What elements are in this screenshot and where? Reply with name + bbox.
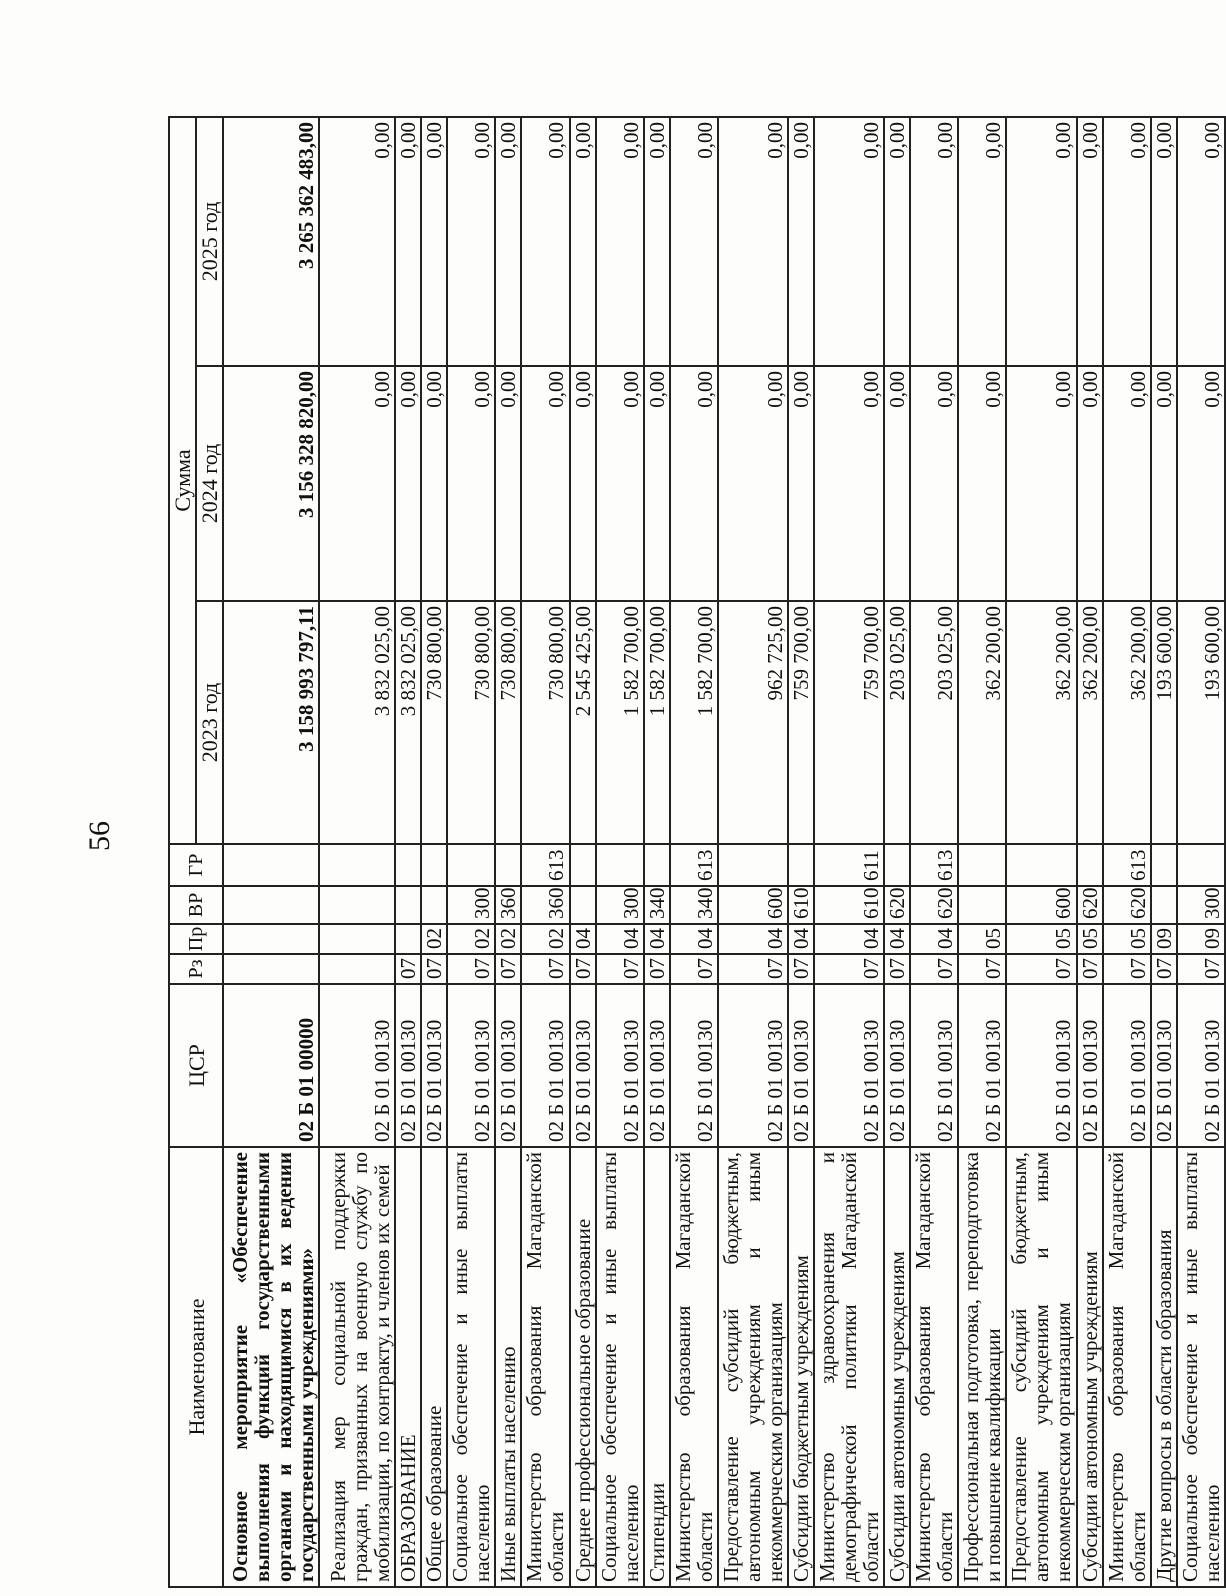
cell-2023: 3 832 025,00	[319, 601, 395, 844]
cell-name: Министерство образования Магаданской области	[910, 1147, 958, 1587]
cell-pr: 04	[910, 924, 958, 954]
cell-csr: 02 Б 01 00130	[814, 984, 884, 1147]
table-row	[814, 117, 884, 1587]
cell-csr: 02 Б 01 00130	[570, 984, 596, 1147]
table-row	[319, 117, 395, 1587]
cell-2023: 362 200,00	[1103, 601, 1151, 844]
cell-rz: 07	[884, 954, 910, 984]
table-row	[670, 117, 718, 1587]
cell-name: Стипендии	[644, 1147, 670, 1587]
header-pr: Пр	[169, 924, 223, 954]
cell-pr: 05	[1103, 924, 1151, 954]
cell-pr: 02	[495, 924, 521, 954]
cell-name: Другие вопросы в области образования	[1151, 1147, 1177, 1587]
page-number: 56	[83, 821, 116, 851]
cell-name: Министерство образования Магаданской области	[521, 1147, 569, 1587]
cell-rz: 07	[814, 954, 884, 984]
table-row	[447, 117, 495, 1587]
cell-name: Предоставление субсидий бюджетным, автономным учреждениям и иным некоммерческим организациям	[718, 1147, 788, 1587]
cell-gr	[958, 844, 1006, 886]
cell-vr	[958, 886, 1006, 924]
table-row	[910, 117, 958, 1587]
cell-2025: 0,00	[1103, 117, 1151, 366]
cell-2023: 362 200,00	[958, 601, 1006, 844]
cell-vr: 620	[884, 886, 910, 924]
cell-gr	[718, 844, 788, 886]
cell-2025: 0,00	[1006, 117, 1076, 366]
cell-vr: 300	[447, 886, 495, 924]
table-row	[223, 117, 319, 1587]
cell-vr: 620	[1103, 886, 1151, 924]
cell-rz: 07	[1006, 954, 1076, 984]
cell-vr: 300	[596, 886, 644, 924]
cell-pr: 04	[644, 924, 670, 954]
table-row	[1103, 117, 1151, 1587]
cell-2024: 0,00	[884, 366, 910, 601]
cell-gr	[788, 844, 814, 886]
cell-2025: 0,00	[884, 117, 910, 366]
cell-csr: 02 Б 01 00130	[1151, 984, 1177, 1147]
cell-pr: 02	[421, 924, 447, 954]
cell-vr: 340	[644, 886, 670, 924]
header-2023: 2023 год	[196, 601, 223, 844]
cell-2025: 0,00	[395, 117, 421, 366]
cell-gr	[1077, 844, 1103, 886]
cell-rz: 07	[1177, 954, 1225, 984]
cell-gr	[644, 844, 670, 886]
cell-rz: 07	[447, 954, 495, 984]
cell-2024: 0,00	[319, 366, 395, 601]
cell-2025: 0,00	[718, 117, 788, 366]
cell-name: Социальное обеспечение и иные выплаты населению	[596, 1147, 644, 1587]
table-row	[395, 117, 421, 1587]
cell-vr: 340	[670, 886, 718, 924]
cell-2023: 203 025,00	[910, 601, 958, 844]
table-row	[718, 117, 788, 1587]
cell-2024: 0,00	[395, 366, 421, 601]
cell-pr: 05	[1077, 924, 1103, 954]
cell-2024: 0,00	[1103, 366, 1151, 601]
cell-2024: 0,00	[1077, 366, 1103, 601]
cell-gr: 611	[814, 844, 884, 886]
cell-2025: 0,00	[1151, 117, 1177, 366]
cell-gr	[884, 844, 910, 886]
cell-pr	[319, 924, 395, 954]
cell-vr: 300	[1177, 886, 1225, 924]
budget-table	[168, 116, 1226, 1588]
cell-name: Министерство здравоохранения и демографической политики Магаданской области	[814, 1147, 884, 1587]
cell-2023: 362 200,00	[1006, 601, 1076, 844]
cell-pr: 05	[958, 924, 1006, 954]
cell-pr	[395, 924, 421, 954]
cell-2024: 0,00	[814, 366, 884, 601]
cell-pr: 04	[670, 924, 718, 954]
cell-2025: 0,00	[644, 117, 670, 366]
cell-2025: 0,00	[814, 117, 884, 366]
cell-csr: 02 Б 01 00130	[910, 984, 958, 1147]
cell-csr: 02 Б 01 00130	[1103, 984, 1151, 1147]
cell-2025: 0,00	[1077, 117, 1103, 366]
cell-rz: 07	[521, 954, 569, 984]
cell-name: Общее образование	[421, 1147, 447, 1587]
cell-csr: 02 Б 01 00130	[319, 984, 395, 1147]
cell-2024: 0,00	[1177, 366, 1225, 601]
budget-table-wrapper	[168, 118, 1224, 1588]
table-row	[521, 117, 569, 1587]
cell-vr: 360	[521, 886, 569, 924]
cell-2023: 1 582 700,00	[644, 601, 670, 844]
cell-csr: 02 Б 01 00130	[1177, 984, 1225, 1147]
cell-2025: 0,00	[570, 117, 596, 366]
cell-gr	[570, 844, 596, 886]
cell-csr: 02 Б 01 00130	[644, 984, 670, 1147]
cell-vr: 620	[910, 886, 958, 924]
header-csr: ЦСР	[169, 984, 223, 1147]
cell-pr: 04	[596, 924, 644, 954]
header-name: Наименование	[169, 1147, 223, 1587]
cell-gr	[495, 844, 521, 886]
cell-csr: 02 Б 01 00130	[596, 984, 644, 1147]
cell-vr: 610	[788, 886, 814, 924]
cell-2023: 203 025,00	[884, 601, 910, 844]
cell-csr: 02 Б 01 00000	[223, 984, 319, 1147]
cell-2025: 3 265 362 483,00	[223, 117, 319, 366]
cell-pr: 02	[521, 924, 569, 954]
cell-rz: 07	[1103, 954, 1151, 984]
cell-2023: 1 582 700,00	[596, 601, 644, 844]
cell-2023: 3 158 993 797,11	[223, 601, 319, 844]
cell-csr: 02 Б 01 00130	[1006, 984, 1076, 1147]
cell-2024: 0,00	[718, 366, 788, 601]
cell-2024: 0,00	[910, 366, 958, 601]
cell-name: Социальное обеспечение и иные выплаты населению	[1177, 1147, 1225, 1587]
cell-2023: 193 600,00	[1177, 601, 1225, 844]
cell-2023: 193 600,00	[1151, 601, 1177, 844]
cell-name: Предоставление субсидий бюджетным, автономным учреждениям и иным некоммерческим организациям	[1006, 1147, 1076, 1587]
cell-2023: 962 725,00	[718, 601, 788, 844]
cell-2024: 0,00	[421, 366, 447, 601]
table-row	[1177, 117, 1225, 1587]
table-row	[421, 117, 447, 1587]
cell-gr	[223, 844, 319, 886]
cell-name: Субсидии автономным учреждениям	[884, 1147, 910, 1587]
cell-name: Основное мероприятие «Обеспечение выполнения функций государственными органами и находящимися в их ведении государственными учреждениями»	[223, 1147, 319, 1587]
cell-pr: 09	[1151, 924, 1177, 954]
header-2024: 2024 год	[196, 366, 223, 601]
cell-vr	[223, 886, 319, 924]
cell-pr: 04	[884, 924, 910, 954]
cell-rz: 07	[421, 954, 447, 984]
cell-csr: 02 Б 01 00130	[958, 984, 1006, 1147]
table-row	[958, 117, 1006, 1587]
cell-2023: 362 200,00	[1077, 601, 1103, 844]
cell-2024: 0,00	[495, 366, 521, 601]
cell-gr: 613	[521, 844, 569, 886]
cell-2025: 0,00	[447, 117, 495, 366]
cell-vr: 610	[814, 886, 884, 924]
cell-csr: 02 Б 01 00130	[1077, 984, 1103, 1147]
cell-csr: 02 Б 01 00130	[788, 984, 814, 1147]
table-row	[788, 117, 814, 1587]
cell-gr	[1006, 844, 1076, 886]
cell-2023: 1 582 700,00	[670, 601, 718, 844]
cell-2024: 0,00	[644, 366, 670, 601]
cell-2023: 2 545 425,00	[570, 601, 596, 844]
cell-pr: 04	[718, 924, 788, 954]
table-row	[644, 117, 670, 1587]
cell-2025: 0,00	[958, 117, 1006, 366]
cell-2024: 0,00	[521, 366, 569, 601]
table-row	[495, 117, 521, 1587]
cell-2024: 3 156 328 820,00	[223, 366, 319, 601]
cell-vr: 620	[1077, 886, 1103, 924]
cell-2025: 0,00	[521, 117, 569, 366]
cell-2023: 730 800,00	[421, 601, 447, 844]
cell-name: Реализация мер социальной поддержки граждан, призванных на военную службу по мобилизации, по контракту, и членов их семей	[319, 1147, 395, 1587]
cell-gr	[596, 844, 644, 886]
cell-2023: 730 800,00	[521, 601, 569, 844]
cell-vr	[421, 886, 447, 924]
cell-2025: 0,00	[670, 117, 718, 366]
cell-name: Иные выплаты населению	[495, 1147, 521, 1587]
cell-gr: 613	[670, 844, 718, 886]
cell-rz: 07	[1151, 954, 1177, 984]
cell-csr: 02 Б 01 00130	[884, 984, 910, 1147]
cell-2023: 759 700,00	[788, 601, 814, 844]
header-2025: 2025 год	[196, 117, 223, 366]
header-sum: Сумма	[169, 117, 196, 844]
cell-2025: 0,00	[421, 117, 447, 366]
cell-gr	[319, 844, 395, 886]
cell-name: Министерство образования Магаданской области	[1103, 1147, 1151, 1587]
cell-rz: 07	[910, 954, 958, 984]
cell-2024: 0,00	[958, 366, 1006, 601]
cell-rz: 07	[958, 954, 1006, 984]
cell-gr	[1177, 844, 1225, 886]
cell-gr	[395, 844, 421, 886]
cell-2025: 0,00	[319, 117, 395, 366]
cell-vr: 600	[1006, 886, 1076, 924]
table-body	[223, 117, 1225, 1587]
cell-2025: 0,00	[788, 117, 814, 366]
cell-rz: 07	[395, 954, 421, 984]
cell-rz	[223, 954, 319, 984]
cell-csr: 02 Б 01 00130	[718, 984, 788, 1147]
cell-rz: 07	[1077, 954, 1103, 984]
cell-pr: 05	[1006, 924, 1076, 954]
cell-2023: 730 800,00	[495, 601, 521, 844]
cell-2024: 0,00	[1151, 366, 1177, 601]
cell-name: Субсидии автономным учреждениям	[1077, 1147, 1103, 1587]
cell-vr: 360	[495, 886, 521, 924]
cell-pr: 04	[788, 924, 814, 954]
cell-gr	[447, 844, 495, 886]
cell-vr: 600	[718, 886, 788, 924]
cell-2024: 0,00	[447, 366, 495, 601]
cell-name: Профессиональная подготовка, переподготовка и повышение квалификации	[958, 1147, 1006, 1587]
cell-csr: 02 Б 01 00130	[421, 984, 447, 1147]
cell-rz: 07	[596, 954, 644, 984]
cell-rz: 07	[495, 954, 521, 984]
cell-vr	[319, 886, 395, 924]
cell-name: ОБРАЗОВАНИЕ	[395, 1147, 421, 1587]
cell-2025: 0,00	[596, 117, 644, 366]
cell-rz: 07	[570, 954, 596, 984]
table-row	[1077, 117, 1103, 1587]
cell-2025: 0,00	[495, 117, 521, 366]
cell-gr: 613	[1103, 844, 1151, 886]
table-row	[884, 117, 910, 1587]
cell-csr: 02 Б 01 00130	[670, 984, 718, 1147]
cell-2024: 0,00	[1006, 366, 1076, 601]
cell-2024: 0,00	[596, 366, 644, 601]
header-vr: ВР	[169, 886, 223, 924]
cell-name: Субсидии бюджетным учреждениям	[788, 1147, 814, 1587]
table-row	[570, 117, 596, 1587]
cell-rz: 07	[718, 954, 788, 984]
cell-pr	[223, 924, 319, 954]
cell-pr: 09	[1177, 924, 1225, 954]
cell-vr	[570, 886, 596, 924]
cell-vr	[395, 886, 421, 924]
table-row	[1151, 117, 1177, 1587]
cell-name: Министерство образования Магаданской области	[670, 1147, 718, 1587]
cell-csr: 02 Б 01 00130	[395, 984, 421, 1147]
header-gr: ГР	[169, 844, 223, 886]
cell-gr	[1151, 844, 1177, 886]
cell-rz: 07	[670, 954, 718, 984]
cell-2023: 759 700,00	[814, 601, 884, 844]
cell-2023: 730 800,00	[447, 601, 495, 844]
cell-2025: 0,00	[1177, 117, 1225, 366]
cell-rz	[319, 954, 395, 984]
header-rz: Рз	[169, 954, 223, 984]
cell-csr: 02 Б 01 00130	[495, 984, 521, 1147]
cell-pr: 04	[814, 924, 884, 954]
cell-name: Среднее профессиональное образование	[570, 1147, 596, 1587]
cell-2024: 0,00	[788, 366, 814, 601]
cell-gr: 613	[910, 844, 958, 886]
cell-csr: 02 Б 01 00130	[447, 984, 495, 1147]
cell-2024: 0,00	[570, 366, 596, 601]
cell-pr: 02	[447, 924, 495, 954]
cell-vr	[1151, 886, 1177, 924]
cell-2023: 3 832 025,00	[395, 601, 421, 844]
cell-2024: 0,00	[670, 366, 718, 601]
cell-csr: 02 Б 01 00130	[521, 984, 569, 1147]
cell-rz: 07	[644, 954, 670, 984]
cell-gr	[421, 844, 447, 886]
cell-2025: 0,00	[910, 117, 958, 366]
table-row	[1006, 117, 1076, 1587]
cell-name: Социальное обеспечение и иные выплаты населению	[447, 1147, 495, 1587]
cell-pr: 04	[570, 924, 596, 954]
cell-rz: 07	[788, 954, 814, 984]
table-row	[596, 117, 644, 1587]
